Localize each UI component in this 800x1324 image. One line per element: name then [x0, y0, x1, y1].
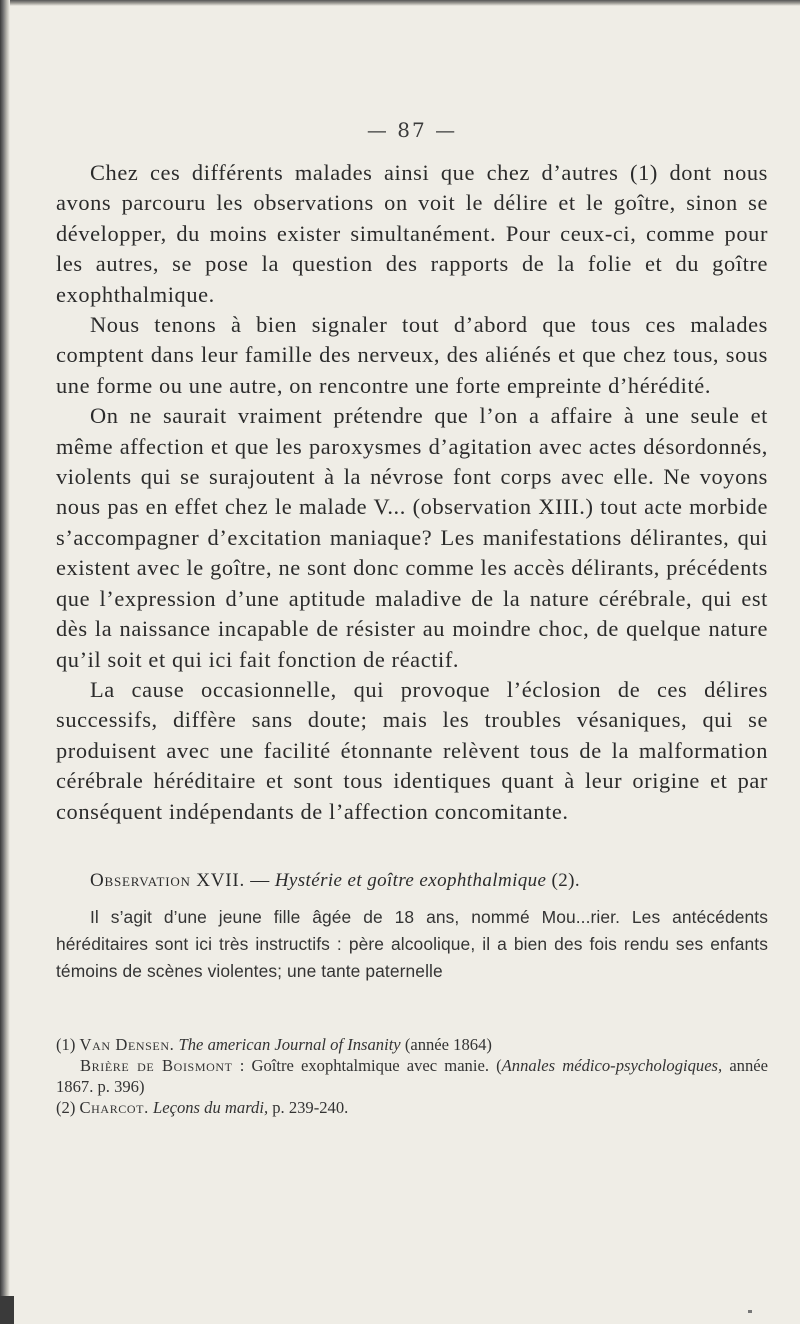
footnote-1b-title: Annales médico-psychologiques, [501, 1056, 723, 1075]
paragraph-2: Nous tenons à bien signaler tout d’abord que tous ces malades comptent dans leur famille des nerveux, des aliénés et que chez tous, sous une forme ou une autre, on rencontre une forte empreinte d’hérédité. [56, 312, 768, 398]
footnote-1-author: Van Densen. [79, 1035, 175, 1054]
observation-heading [56, 868, 768, 894]
footnote-1-rest: (année 1864) [400, 1035, 492, 1054]
observation-title: Hystérie et goître exophthalmique [274, 870, 547, 891]
footnote-2 [56, 1097, 768, 1118]
page-number: — 87 — [366, 118, 458, 142]
page-top-edge [0, 0, 800, 6]
paper-speck [748, 1310, 752, 1313]
observation-dash: — [245, 870, 275, 891]
paragraph-4: La cause occasionnelle, qui provoque l’éclosion de ces délires successifs, diffère sans doute; mais les troubles vésaniques, qui se produisent avec une facilité étonnante relèvent tous de la malformation cérébrale héréditaire et sont tous identiques quant à leur origine et par conséquent indépendants de l’affection concomitante. [56, 676, 768, 824]
observation-ref: (2). [546, 870, 581, 891]
footnote-1 [56, 1034, 768, 1055]
observation-text: Il s’agit d’une jeune fille âgée de 18 ans, nommé Mou...rier. Les antécédents héréditaires sont ici très instructifs : père alcoolique, il a bien des fois rendu ses enfants témoins de scènes violentes; une tante paternelle [56, 907, 768, 982]
footnote-2-title: Leçons du mardi, [148, 1098, 269, 1117]
footnotes [56, 1034, 768, 1118]
footnote-1b-rest: : Goître exophtalmique avec manie. ( [232, 1056, 502, 1075]
body-text [56, 158, 768, 827]
footnote-2-author: Charcot. [79, 1098, 149, 1117]
footnote-2-number: (2) [56, 1098, 80, 1117]
footnote-1b [56, 1055, 768, 1097]
footnote-2-rest: p. 239-240. [268, 1098, 349, 1117]
page-binding-edge [0, 0, 10, 1324]
paragraph-1: Chez ces différents malades ainsi que chez d’autres (1) dont nous avons parcouru les observations on voit le délire et le goître, sinon se développer, du moins exister simultanément. Pour ceux-ci, comme pour les autres, se pose la question des rapports de la folie et du goître exophthalmique. [56, 160, 768, 307]
footnote-1-number: (1) [56, 1035, 80, 1054]
footnote-1b-author: Brière de Boismont [80, 1056, 233, 1075]
footnote-1-title: The american Journal of Insanity [174, 1035, 401, 1054]
binding-mark [0, 1296, 14, 1324]
footnote-1b-rest2: année 1867. p. 396) [56, 1056, 769, 1096]
paragraph-3: On ne saurait vraiment prétendre que l’on a affaire à une seule et même affection et que les paroxysmes d’agitation avec actes désordonnés, violents qui se surajoutent à la névrose font corps avec elle. Ne voyons nous pas en effet chez le malade V... (observation XIII.) tout acte morbide s’accompagner d’excitation maniaque? Les manifestations délirantes, qui existent avec le goître, ne sont donc comme les accès délirants, précédents que l’expression d’une aptitude maladive de la nature cérébrale, qui est dès la naissance incapable de résister au moindre choc, de quelque nature qu’il soit et qui ici fait fonction de réactif. [56, 403, 768, 672]
observation-label: Observation XVII. [90, 870, 246, 891]
